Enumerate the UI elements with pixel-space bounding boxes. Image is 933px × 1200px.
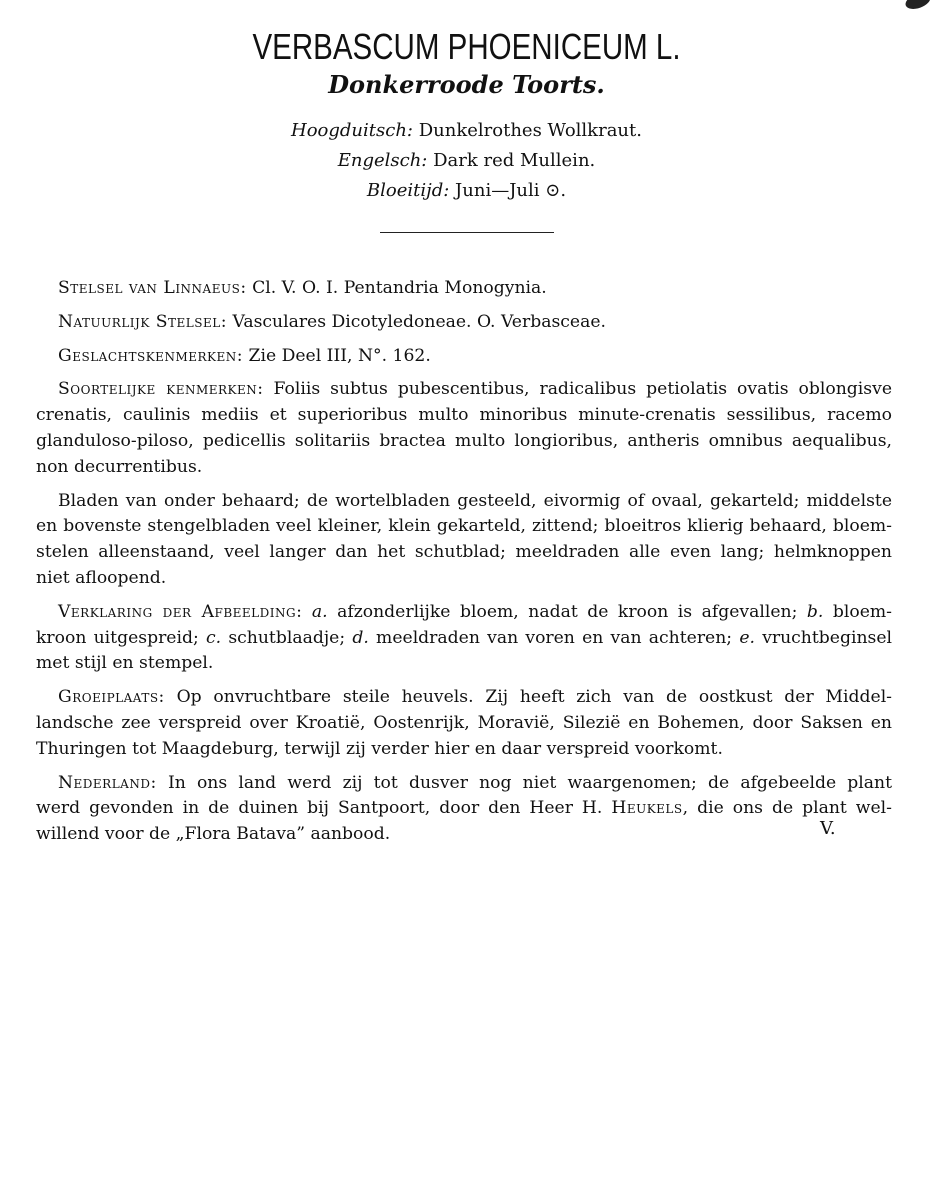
genus-section: Geslachtskenmerken: Zie Deel III, N°. 162. bbox=[58, 345, 431, 366]
section-divider bbox=[380, 232, 554, 233]
species-section: Soortelijke kenmerken: Foliis subtus pubescentibus, radicalibus petiolatis ovatis oblongisve crenatis, caulinis mediis et superioribus multo minoribus minute-crenatis sessilibus, racemo glanduloso-piloso, pedicellis solitariis bractea multo longioribus, antheris omnibus aequalibus, non decurrentibus. bbox=[36, 379, 892, 477]
page-subtitle: Donkerroode Toorts. bbox=[328, 70, 605, 99]
flowering-time: Bloeitijd: Juni—Juli ⊙. bbox=[366, 180, 567, 201]
author-signature: V. bbox=[820, 818, 836, 839]
common-names bbox=[0, 116, 933, 206]
habitat-section: Groeiplaats: Op onvruchtbare steile heuvels. Zij heeft zich van de oostkust der Middel- landsche zee verspreid over Kroatië, Oostenrijk, Moravië, Silezië en Bohemen, door Saksen en Thuringen tot Maagdeburg, terwijl zij verder hier en daar verspreid voorkomt. bbox=[36, 687, 892, 759]
figure-explanation-section: Verklaring der Afbeelding: a. afzonderlijke bloem, nadat de kroon is afgevallen; b. bloem- kroon uitgespreid; c. schutblaadje; d. meeldraden van voren en van achteren; e. vruchtbeginsel met stijl en stempel. bbox=[36, 601, 893, 674]
natural-system-section: Natuurlijk Stelsel: Vasculares Dicotyledoneae. O. Verbasceae. bbox=[58, 311, 606, 332]
name-german: Hoogduitsch: Dunkelrothes Wollkraut. bbox=[291, 120, 642, 141]
page-title: VERBASCUM PHOENICEUM L. bbox=[252, 26, 681, 67]
netherlands-section: Nederland: In ons land werd zij tot dusver nog niet waargenomen; de afgebeelde plant werd gevonden in de duinen bij Santpoort, door den Heer H. Heukels, die ons de plant wel- willend voor de „Flora Batava” aanbood. bbox=[36, 772, 892, 845]
description-body bbox=[36, 276, 892, 856]
corner-ink-mark bbox=[903, 0, 932, 12]
leaves-section: Bladen van onder behaard; de wortelbladen gesteeld, eivormig of ovaal, gekarteld; middelste en bovenste stengelbladen veel kleiner, klein gekarteld, zittend; bloeitros klierig behaard, bloem- stelen alleenstaand, veel langer dan het schutblad; meeldraden alle even lang; helmknoppen niet afloopend. bbox=[36, 490, 892, 588]
name-english: Engelsch: Dark red Mullein. bbox=[337, 150, 596, 171]
linnaeus-section: Stelsel van Linnaeus: Cl. V. O. I. Pentandria Monogynia. bbox=[58, 278, 547, 298]
